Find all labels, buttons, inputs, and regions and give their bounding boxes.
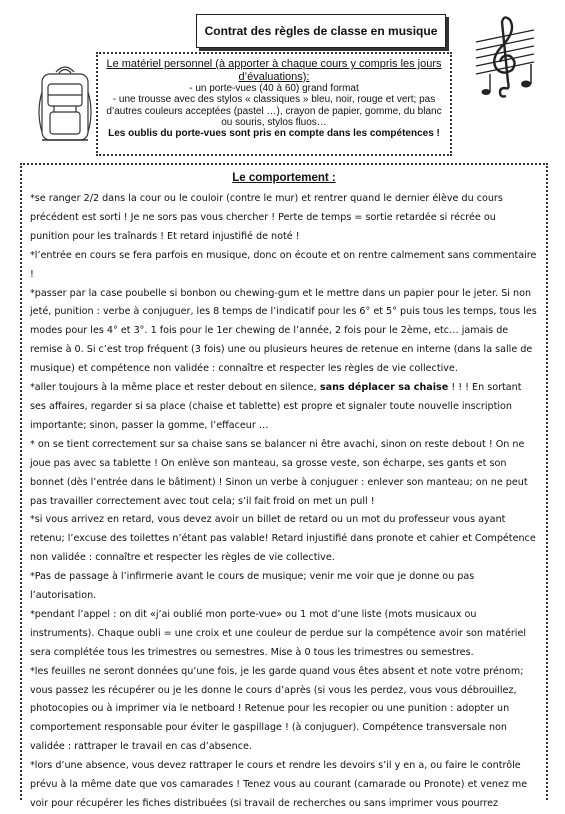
behavior-section bbox=[20, 163, 548, 809]
rule-item: *passer par la case poubelle si bonbon ou chewing-gum et le mettre dans un papier pour le jeter. Si non jeté, punition : verbe à conjuguer, les 8 temps de l’indicatif pour les 6° et 5° puis tous les temps, tous les modes pour les 4° et 3°. 1 fois pour le 1er chewing de l’année, 2 fois pour le 2ème, etc… jamais de remise à 0. Si c’est trop fréquent (3 fois) une ou plusieurs heures de retenue en interne (dans la salle de musique) et compétence non validée : connaître et respecter les règles de vie collective. bbox=[30, 287, 537, 375]
rule-emphasis: sans déplacer sa chaise bbox=[316, 382, 449, 394]
rule-item: *si vous arrivez en retard, vous devez avoir un billet de retard ou un mot du professeur vous ayant retenu; l’excuse des toilettes n’étant pas valable! Retard injustifié dans pronote et cahier et Compétence non validée : connaître et respecter les règles de vie collective. bbox=[30, 514, 536, 564]
school-bag-icon bbox=[34, 62, 96, 146]
rule-item: *les feuilles ne seront données qu’une fois, je les garde quand vous êtes absent et note votre prénom; vous passez les récupérer ou je les donne le cours d’après (si vous les perdez, vous vous débrouillez, photocopies ou à imprimer via le netboard ! Retenue pour les recopier ou une punition : adopter un comportement responsable pour éviter le gaspillage ! (à conjuguer). Compétence transversale non validée : rattraper le travail en cas d’absence. bbox=[30, 665, 524, 753]
rule-item: *lors d’une absence, vous devez rattraper le cours et rendre les devoirs s’il y en a, ou faire le contrôle prévu à la même date que vos camarades ! Tenez vous au courant (camarade ou Pronote) et venez me voir pour récupérer les fiches distribuées (si travail de recherches ou sans imprimer vous pourrez bbox=[30, 760, 528, 809]
rule-text: *aller toujours à la même place et rester debout en silence, bbox=[30, 382, 317, 394]
rule-text: ! ! ! En sortant ses affaires, regarder si sa place (chaise et tablette) est propre et signaler toute nouvelle inscription importante; sinon, passer la gomme, l’effaceur … bbox=[30, 382, 522, 431]
material-item-pencil-case: - une trousse avec des stylos « classiques » bleu, noir, rouge et vert; pas d’autres couleurs acceptées (pastel …), crayon de papier, gomme, du blanc ou souris, stylos fluos… bbox=[106, 94, 442, 128]
rule-item: *pendant l’appel : on dit «j’ai oublié mon porte-vue» ou 1 mot d’une liste (mots musicaux ou instruments). Chaque oubli = une croix et une couleur de perdue sur la compétence avoir son matériel sera complétée tous les trimestres ou semestres. Mise à 0 tous les trimestres ou semestres. bbox=[30, 608, 527, 658]
rule-item: *l’entrée en cours se fera parfois en musique, donc on écoute et on rentre calmement sans commentaire ! bbox=[30, 249, 537, 280]
material-warning: Les oublis du porte-vues sont pris en compte dans les compétences ! bbox=[108, 128, 440, 140]
material-section bbox=[96, 52, 452, 156]
behavior-title: Le comportement : bbox=[232, 172, 336, 184]
material-heading: Le matériel personnel (à apporter à chaque cours y compris les jours d’évaluations): bbox=[106, 58, 442, 83]
treble-clef-icon bbox=[472, 12, 542, 104]
rules-list bbox=[22, 190, 546, 814]
rule-item: *se ranger 2/2 dans la cour ou le couloir (contre le mur) et rentrer quand le dernier élève du cours précédent est sorti ! Je ne sors pas vous chercher ! Perte de temps = sortie retardée si récrée ou punition pour les traînards ! Et retard injustifié de noté ! bbox=[30, 193, 503, 242]
material-item-binder: - un porte-vues (40 à 60) grand format bbox=[189, 83, 359, 94]
rule-item: * on se tient correctement sur sa chaise sans se balancer ni être avachi, sinon on reste debout ! On ne joue pas avec sa tablette ! On enlève son manteau, sa grosse veste, son écharpe, ses gants et son bonnet (dès l’entrée dans le bâtiment) ! Sinon un verbe à conjuguer : enlever son manteau; on ne peut pas travailler correctement avec tout cela; s’il fait froid on met un pull ! bbox=[30, 438, 528, 507]
rule-item: *Pas de passage à l’infirmerie avant le cours de musique; venir me voir que je donne ou pas l’autorisation. bbox=[30, 571, 475, 602]
page-title: Contrat des règles de classe en musique bbox=[196, 14, 446, 48]
rule-item bbox=[30, 379, 538, 436]
